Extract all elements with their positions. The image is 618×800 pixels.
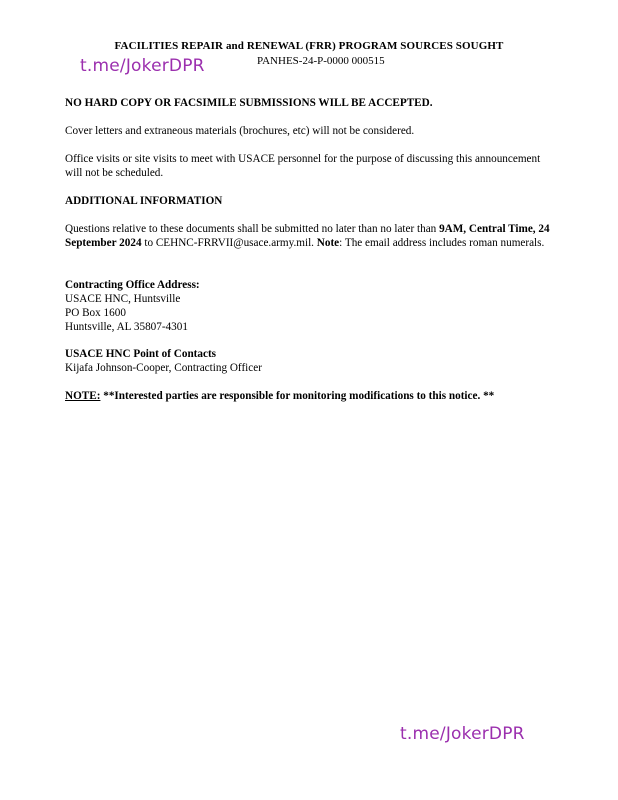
poc-block: [65, 347, 555, 375]
document-title: FACILITIES REPAIR and RENEWAL (FRR) PROGRAM SOURCES SOUGHT: [114, 40, 504, 52]
note-label: Note: [316, 237, 340, 249]
solicitation-number: PANHES-24-P-0000 000515: [257, 55, 385, 67]
final-note-label: NOTE:: [65, 390, 101, 402]
contracting-office-heading: Contracting Office Address:: [65, 279, 200, 291]
final-note-text: **Interested parties are responsible for monitoring modifications to this notice. **: [100, 390, 495, 402]
note-text: : The email address includes roman numerals.: [339, 237, 545, 249]
poc-name: Kijafa Johnson-Cooper, Contracting Officer: [65, 362, 262, 374]
contracting-office-block: [65, 278, 555, 334]
office-visits-paragraph: Office visits or site visits to meet with USACE personnel for the purpose of discussing this announcement will not be scheduled.: [65, 153, 541, 179]
final-note: [65, 389, 565, 403]
no-hard-copy-notice: NO HARD COPY OR FACSIMILE SUBMISSIONS WILL BE ACCEPTED.: [65, 97, 433, 109]
questions-paragraph: [65, 222, 555, 250]
address-line-1: USACE HNC, Huntsville: [65, 293, 181, 305]
watermark-top: t.me/JokerDPR: [80, 56, 205, 76]
questions-text-1: Questions relative to these documents shall be submitted no later than no later than: [65, 223, 440, 235]
additional-info-heading: ADDITIONAL INFORMATION: [65, 195, 223, 207]
questions-deadline: 9AM, Central Time, 24 September 2024: [65, 223, 550, 249]
address-line-3: Huntsville, AL 35807-4301: [65, 321, 188, 333]
questions-text-2: to CEHNC-FRRVII@usace.army.mil.: [141, 237, 317, 249]
address-line-2: PO Box 1600: [65, 307, 126, 319]
poc-heading: USACE HNC Point of Contacts: [65, 348, 217, 360]
cover-letters-paragraph: Cover letters and extraneous materials (brochures, etc) will not be considered.: [65, 125, 415, 137]
watermark-bottom: t.me/JokerDPR: [400, 724, 525, 744]
